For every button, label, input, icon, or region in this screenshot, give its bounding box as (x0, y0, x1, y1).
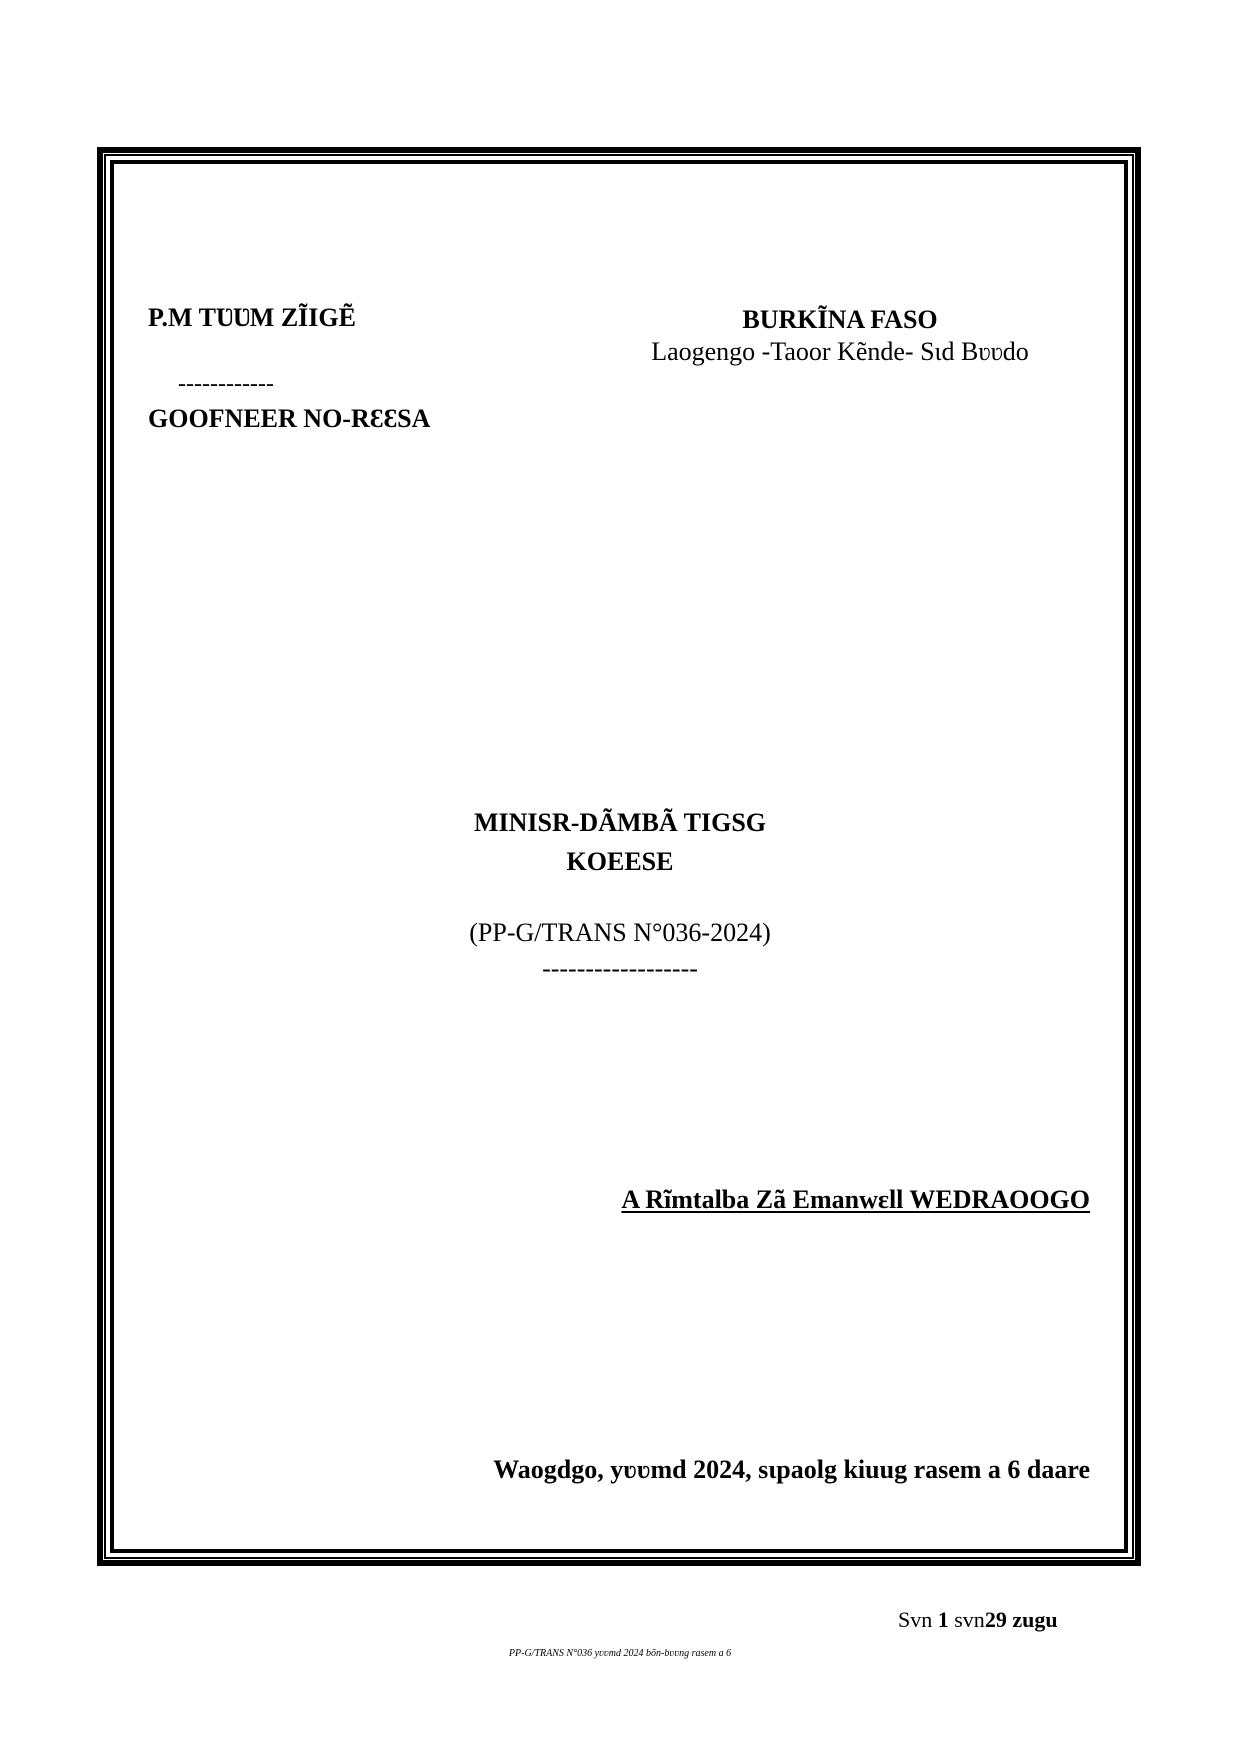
page-total: 29 (984, 1607, 1007, 1632)
page-suffix: zugu (1006, 1607, 1058, 1632)
footer-reference (0, 1648, 1240, 1659)
country-name: BURKĨNA FASO (742, 305, 938, 334)
document-reference: (PP-G/TRANS N°036-2024) (469, 918, 771, 947)
page-number (898, 1607, 1058, 1633)
document-title-line1: MINISR-DÃMBÃ TIGSG (473, 808, 767, 837)
national-motto: Laogengo -Taoor Kẽnde- Sɩd Bʋʋdo (651, 337, 1029, 366)
footer-text: PP-G/TRANS N°036 yʋʋmd 2024 bõn-bʋʋng rasem a 6 (508, 1648, 732, 1659)
reference-separator: ------------------ (542, 954, 698, 983)
ministry-separator: ------------ (178, 371, 274, 397)
page-middle: svn (948, 1607, 985, 1632)
page-current: 1 (937, 1607, 949, 1632)
place-and-date: Waogdgo, yʋʋmd 2024, sɩpaolg kiuug rasem a 6 daare (493, 1455, 1090, 1484)
addressee: A Rĩmtalba Zã Emanwɛll WEDRAOOGO (621, 1185, 1090, 1214)
document-title-line2: KOEESE (566, 847, 674, 876)
ministry-title: P.M TƲƲM ZĨIGẼ (148, 303, 356, 332)
page-prefix: Svn (898, 1607, 938, 1632)
government-secretariat: GOOFNEER NO-RƐƐSA (148, 404, 431, 433)
